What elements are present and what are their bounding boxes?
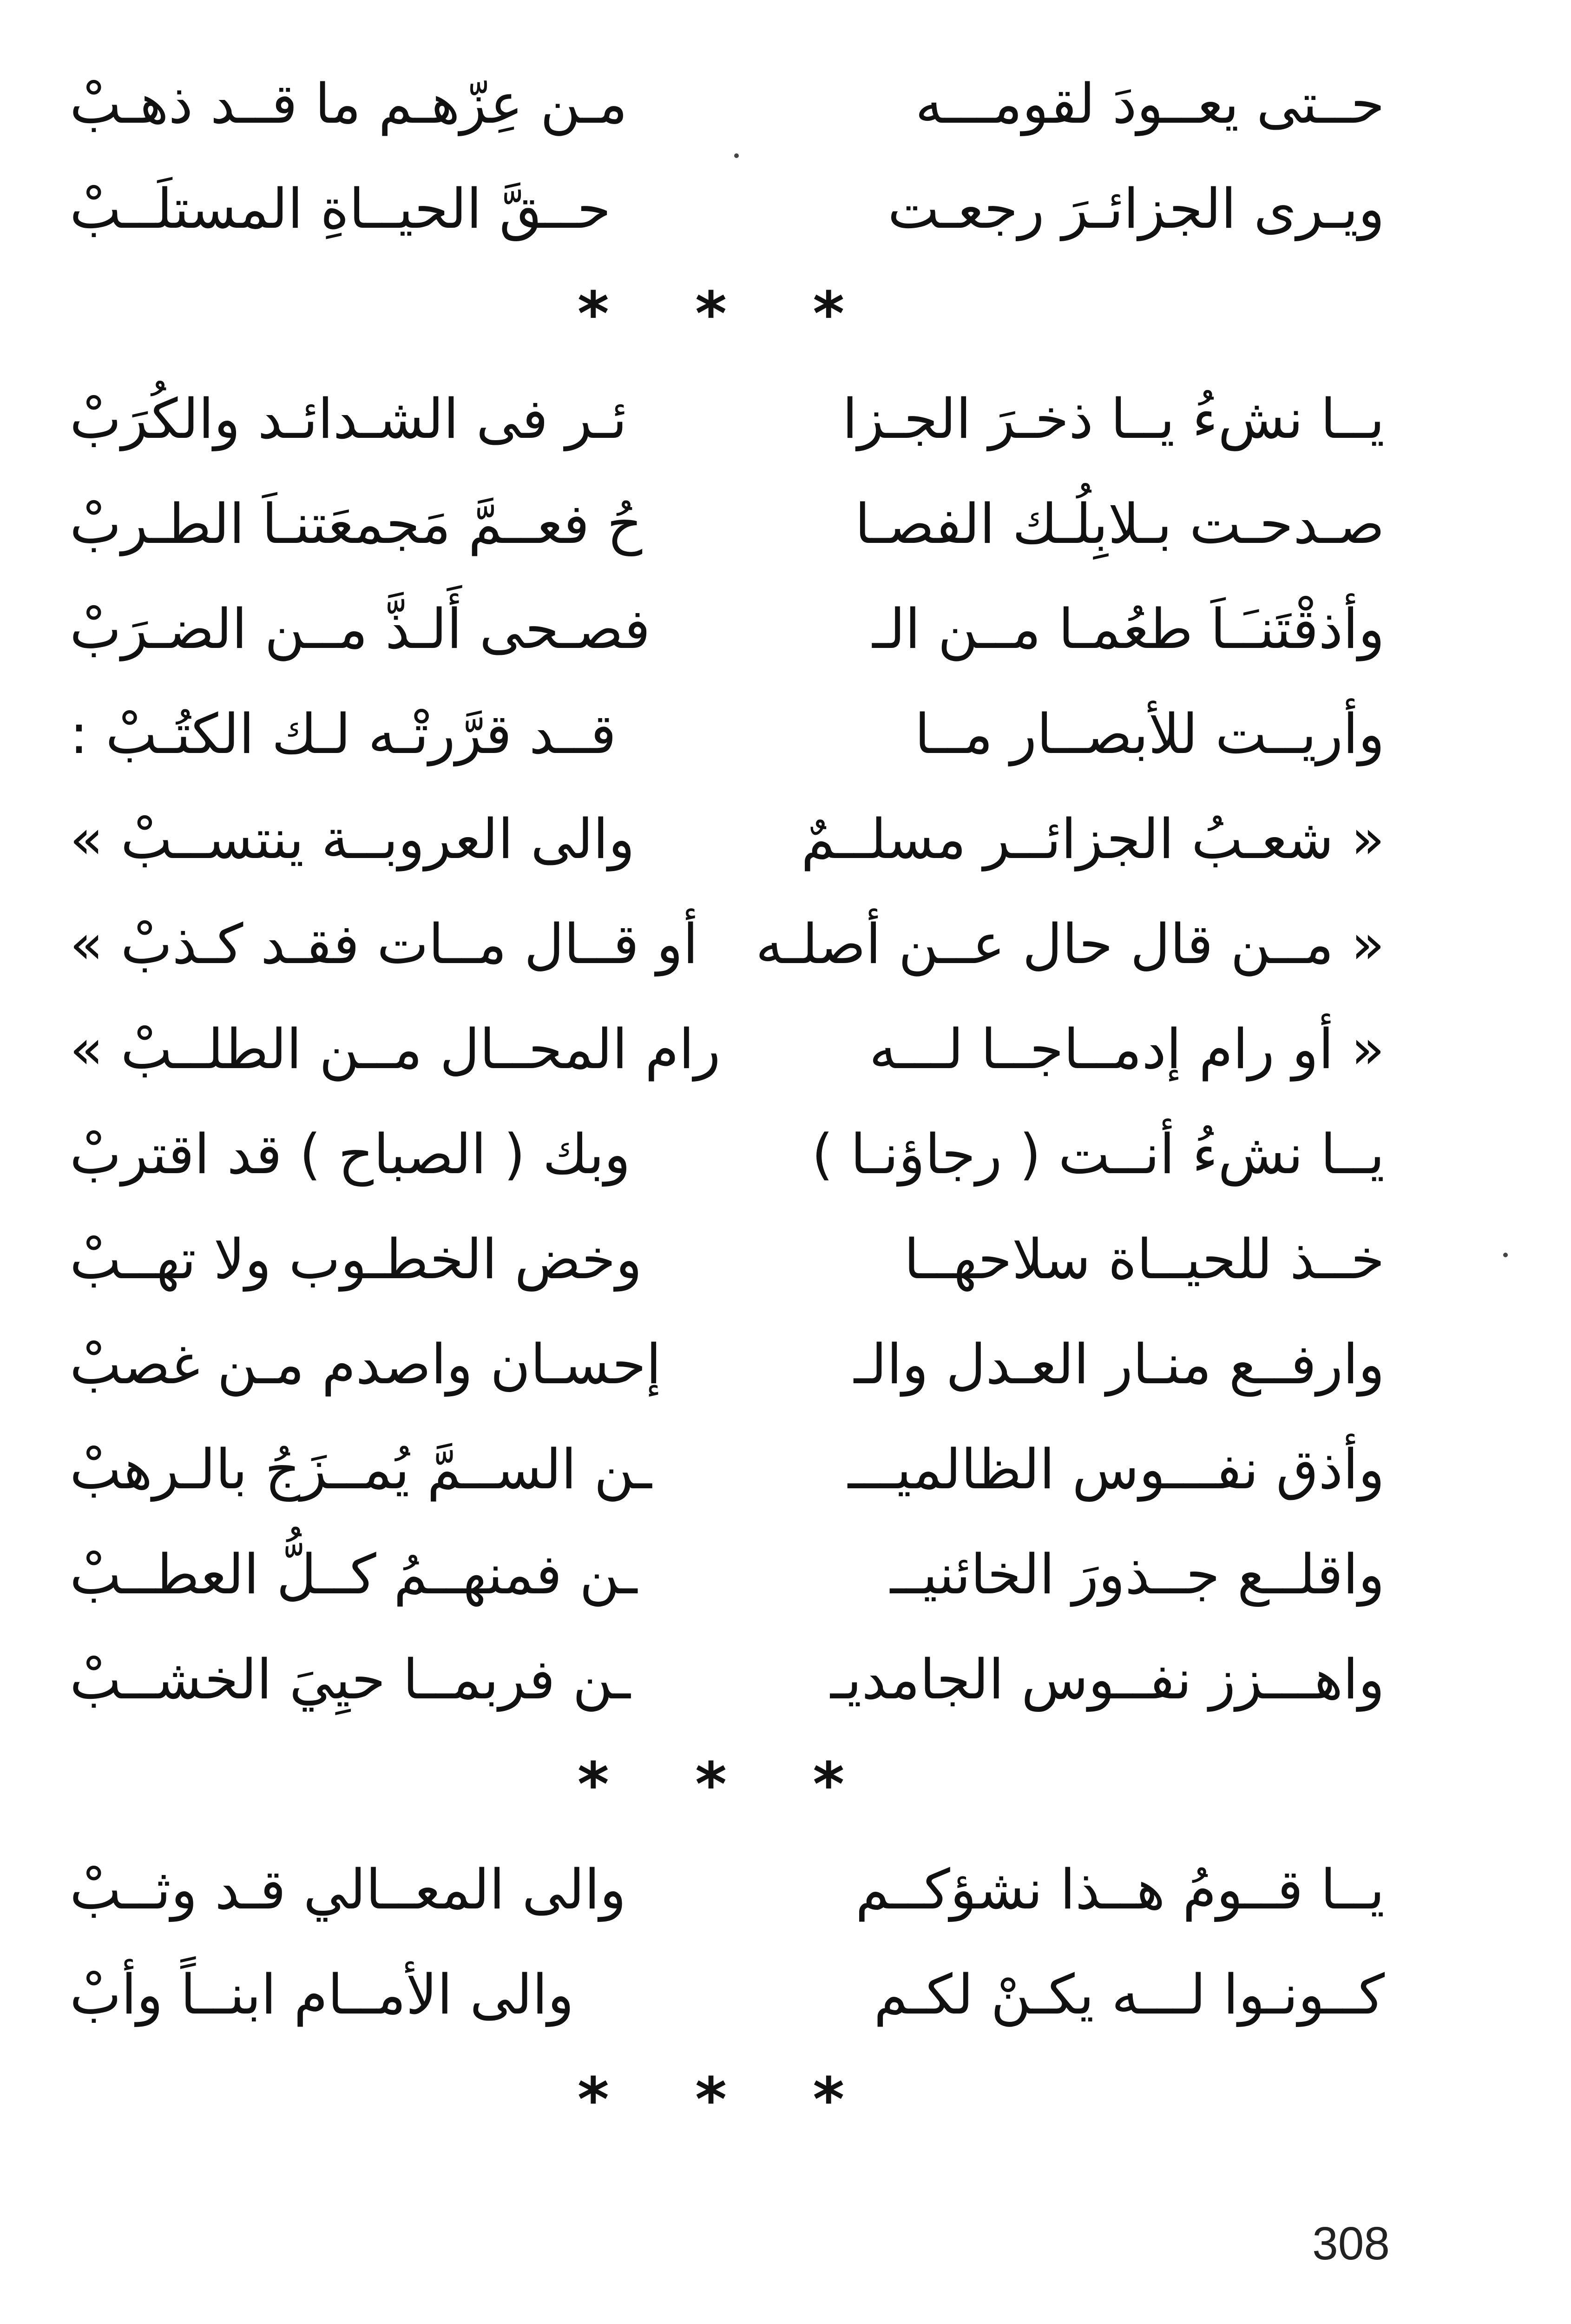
verse-second-hemistich: حــقَّ الحيــاةِ المستلَــبْ <box>70 177 611 241</box>
verse <box>70 366 1385 471</box>
scan-speck <box>1503 1253 1508 1257</box>
poem <box>70 51 1385 2152</box>
verse <box>70 156 1385 261</box>
verse-first-hemistich: « أو رام إدمــاجــا لـــه <box>869 1017 1385 1081</box>
verse-first-hemistich: واقلــع جــذورَ الخائنيــ <box>890 1542 1385 1606</box>
verse <box>70 1207 1385 1312</box>
verse <box>70 1522 1385 1627</box>
verse-second-hemistich: مـن عِزّهـم ما قــد ذهـبْ <box>70 72 628 136</box>
verse <box>70 576 1385 681</box>
verse <box>70 51 1385 156</box>
verse-second-hemistich: أو قــال مــات فقـد كـذبْ » <box>70 912 698 976</box>
verse-first-hemistich: ويـرى الجزائـرَ رجعـت <box>887 177 1385 241</box>
verse-second-hemistich: وبك ( الصباح ) قد اقتربْ <box>70 1122 631 1186</box>
verse <box>70 1837 1385 1942</box>
verse <box>70 786 1385 891</box>
verse-first-hemistich: وارفــع منـار العـدل والـ <box>854 1332 1385 1396</box>
verse <box>70 1102 1385 1207</box>
verse-first-hemistich: يــا قــومُ هــذا نشؤكــم <box>855 1857 1385 1921</box>
verse <box>70 997 1385 1102</box>
verse-first-hemistich: كــونـوا لـــه يكـنْ لكـم <box>874 1962 1385 2027</box>
verse-second-hemistich: ـن فمنهــمُ كــلُّ العطــبْ <box>70 1542 638 1606</box>
section-divider: * * * <box>577 278 877 349</box>
verse <box>70 1627 1385 1732</box>
verse <box>70 1312 1385 1417</box>
verse-second-hemistich: والى المعــالي قـد وثــبْ <box>70 1857 626 1921</box>
verse-second-hemistich: فصـحى أَلـذَّ مــن الضـرَبْ <box>70 597 651 661</box>
verse-first-hemistich: وأريــت للأبصــار مــا <box>914 702 1385 766</box>
verse-first-hemistich: وأذقْتَنـَـاَ طعُمـا مــن الـ <box>872 597 1385 661</box>
verse <box>70 681 1385 786</box>
verse <box>70 891 1385 997</box>
verse-second-hemistich: وخض الخطـوب ولا تهــبْ <box>70 1227 642 1291</box>
verse-second-hemistich: والى العروبــة ينتســبْ » <box>70 807 635 871</box>
scan-speck <box>734 153 739 158</box>
verse-first-hemistich: صـدحـت بـلابِلُـك الفصـا <box>855 492 1385 556</box>
verse <box>70 471 1385 576</box>
verse-first-hemistich: واهـــزز نفــوس الجامديـ <box>830 1647 1385 1711</box>
section-divider: * * * <box>577 2064 877 2135</box>
verse-second-hemistich: رام المحــال مــن الطلــبْ » <box>70 1017 721 1081</box>
verse-first-hemistich: « مــن قال حال عــن أصلـه <box>756 912 1385 976</box>
page-number: 308 <box>1312 2218 1390 2270</box>
verse-second-hemistich: ـن فربمــا حيِيَ الخشــبْ <box>70 1647 631 1711</box>
verse-first-hemistich: يــا نشءُ يــا ذخـرَ الجـزا <box>842 387 1385 451</box>
verse-second-hemistich: قــد قرَّرتْـه لـك الكتُـبْ : <box>70 702 617 766</box>
verse-second-hemistich: ـن الســمَّ يُمــزَجُ بالـرهبْ <box>70 1437 652 1501</box>
verse-second-hemistich: والى الأمــام ابنــاً وأبْ <box>70 1962 574 2027</box>
verse-first-hemistich: خــذ للحيــاة سلاحهــا <box>904 1227 1385 1291</box>
verse-second-hemistich: حُ فعــمَّ مَجمعَتنـاَ الطـربْ <box>70 492 643 556</box>
verse-first-hemistich: وأذق نفـــوس الظالميـــ <box>848 1437 1385 1501</box>
verse-first-hemistich: حــتى يعــودَ لقومـــه <box>915 72 1385 136</box>
verse-first-hemistich: « شعـبُ الجزائــر مسلــمٌ <box>801 807 1385 871</box>
verse <box>70 1942 1385 2047</box>
verse-first-hemistich: يــا نشءُ أنــت ( رجاؤنـا ) <box>811 1122 1385 1186</box>
verse-second-hemistich: إحسـان واصدم مـن غصبْ <box>70 1332 662 1396</box>
verse <box>70 1417 1385 1522</box>
verse-second-hemistich: ئـر فى الشـدائـد والكُرَبْ <box>70 387 627 451</box>
section-divider: * * * <box>577 1749 877 1820</box>
